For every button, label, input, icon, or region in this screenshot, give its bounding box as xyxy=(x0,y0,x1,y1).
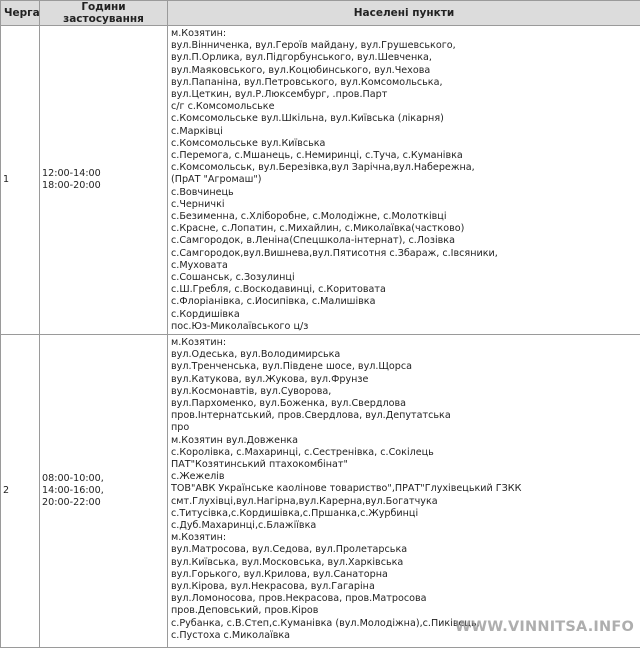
hours-line: 08:00-10:00, xyxy=(42,473,165,485)
place-line: вул.Пархоменко, вул.Боженка, вул.Свердлова xyxy=(171,398,638,410)
place-line: м.Козятин: xyxy=(171,337,638,349)
place-line: (ПрАТ "Агромаш") xyxy=(171,174,638,186)
hours-line: 12:00-14:00 xyxy=(42,168,165,180)
place-line: м.Козятин вул.Довженка xyxy=(171,435,638,447)
place-line: смт.Глухівці,вул.Нагірна,вул.Карерна,вул.Богатчука xyxy=(171,496,638,508)
place-line: с.Сошанськ, с.Зозулинці xyxy=(171,272,638,284)
header-places: Населені пункти xyxy=(168,1,640,26)
place-line: пос.Юз-Миколаївського ц/з xyxy=(171,321,638,333)
place-line: м.Козятин: xyxy=(171,532,638,544)
place-line: с.Рубанка, с.В.Степ,с.Куманівка (вул.Молодіжна),с.Пиківець, xyxy=(171,618,638,630)
hours-cell xyxy=(40,26,168,335)
place-line: с.Безименна, с.Хліборобне, с.Молодіжне, с.Молотківці xyxy=(171,211,638,223)
hours-cell xyxy=(40,335,168,648)
place-line: вул.Київська, вул.Московська, вул.Харківська xyxy=(171,557,638,569)
hours-line: 20:00-22:00 xyxy=(42,497,165,509)
place-line: с.Ш.Гребля, с.Воскодавинці, с.Коритовата xyxy=(171,284,638,296)
place-line: с.Самгородок,вул.Вишнева,вул.Пятисотня с.Збараж, с.Івсяники, xyxy=(171,248,638,260)
hours-line: 14:00-16:00, xyxy=(42,485,165,497)
place-line: с.Марківці xyxy=(171,126,638,138)
place-line: ПАТ"Козятинський птахокомбінат" xyxy=(171,459,638,471)
place-line: вул.Катукова, вул.Жукова, вул.Фрунзе xyxy=(171,374,638,386)
site-watermark: WWW.VINNITSA.INFO xyxy=(455,619,634,635)
place-line: с.Комсомольське вул.Київська xyxy=(171,138,638,150)
place-line: с.Комсомольське вул.Шкільна, вул.Київська (лікарня) xyxy=(171,113,638,125)
place-line: с.Муховата xyxy=(171,260,638,272)
place-line: с.Жежелів xyxy=(171,471,638,483)
place-line: вул.Маяковського, вул.Коцюбинського, вул.Чехова xyxy=(171,65,638,77)
place-line: с.Титусівка,с.Кордишівка,с.Пршанка,с.Журбинці xyxy=(171,508,638,520)
place-line: вул.Вінниченка, вул.Героїв майдану, вул.Грушевського, xyxy=(171,40,638,52)
header-row xyxy=(1,1,640,26)
place-line: с.Флоріанівка, с.Йосипівка, с.Малишівка xyxy=(171,296,638,308)
place-line: вул.Цеткин, вул.Р.Люксембург, .пров.Парт xyxy=(171,89,638,101)
places-cell xyxy=(168,335,640,648)
queue-cell: 1 xyxy=(1,26,40,335)
place-line: ТОВ"АВК Українське каолінове товариство",ПРАТ"Глухівецький ГЗКК xyxy=(171,483,638,495)
place-line: с.Дуб.Махаринці,с.Блажіївка xyxy=(171,520,638,532)
table-row xyxy=(1,335,640,648)
place-line: вул.Ломоносова, пров.Некрасова, пров.Матросова xyxy=(171,593,638,605)
place-line: с.Королівка, с.Махаринці, с.Сестренівка, с.Сокілець xyxy=(171,447,638,459)
places-cell xyxy=(168,26,640,335)
header-hours: Години застосування xyxy=(40,1,168,26)
place-line: с.Комсомольськ, вул.Березівка,вул Зарічна,вул.Набережна, xyxy=(171,162,638,174)
place-line: с/г с.Комсомольське xyxy=(171,101,638,113)
place-line: вул.Горького, вул.Крилова, вул.Санаторна xyxy=(171,569,638,581)
place-line: вул.Одеська, вул.Володимирська xyxy=(171,349,638,361)
place-line: с.Перемога, с.Мшанець, с.Немиринці, с.Туча, с.Куманівка xyxy=(171,150,638,162)
place-line: с.Пустоха с.Миколаївка xyxy=(171,630,638,642)
place-line: с.Вовчинець xyxy=(171,187,638,199)
place-line: с.Красне, с.Лопатин, с.Михайлин, с.Миколаївка(частково) xyxy=(171,223,638,235)
hours-line: 18:00-20:00 xyxy=(42,180,165,192)
queue-cell: 2 xyxy=(1,335,40,648)
place-line: вул.Матросова, вул.Седова, вул.Пролетарська xyxy=(171,544,638,556)
place-line: пров.Інтернатський, пров.Свердлова, вул.Депутатська xyxy=(171,410,638,422)
header-queue: Черга xyxy=(1,1,40,26)
place-line: пров.Деповський, пров.Кіров xyxy=(171,605,638,617)
place-line: вул.Кірова, вул.Некрасова, вул.Гагаріна xyxy=(171,581,638,593)
place-line: м.Козятин: xyxy=(171,28,638,40)
place-line: вул.Космонавтів, вул.Суворова, xyxy=(171,386,638,398)
place-line: про xyxy=(171,422,638,434)
place-line: вул.Тренченська, вул.Південе шосе, вул.Щорса xyxy=(171,361,638,373)
place-line: с.Самгородок, в.Леніна(Спецшкола-інтернат), с.Лозівка xyxy=(171,235,638,247)
place-line: вул.Папаніна, вул.Петровського, вул.Комсомольська, xyxy=(171,77,638,89)
place-line: с.Черничкі xyxy=(171,199,638,211)
place-line: вул.П.Орлика, вул.Підгорбунського, вул.Шевченка, xyxy=(171,52,638,64)
place-line: с.Кордишівка xyxy=(171,309,638,321)
table-row xyxy=(1,26,640,335)
